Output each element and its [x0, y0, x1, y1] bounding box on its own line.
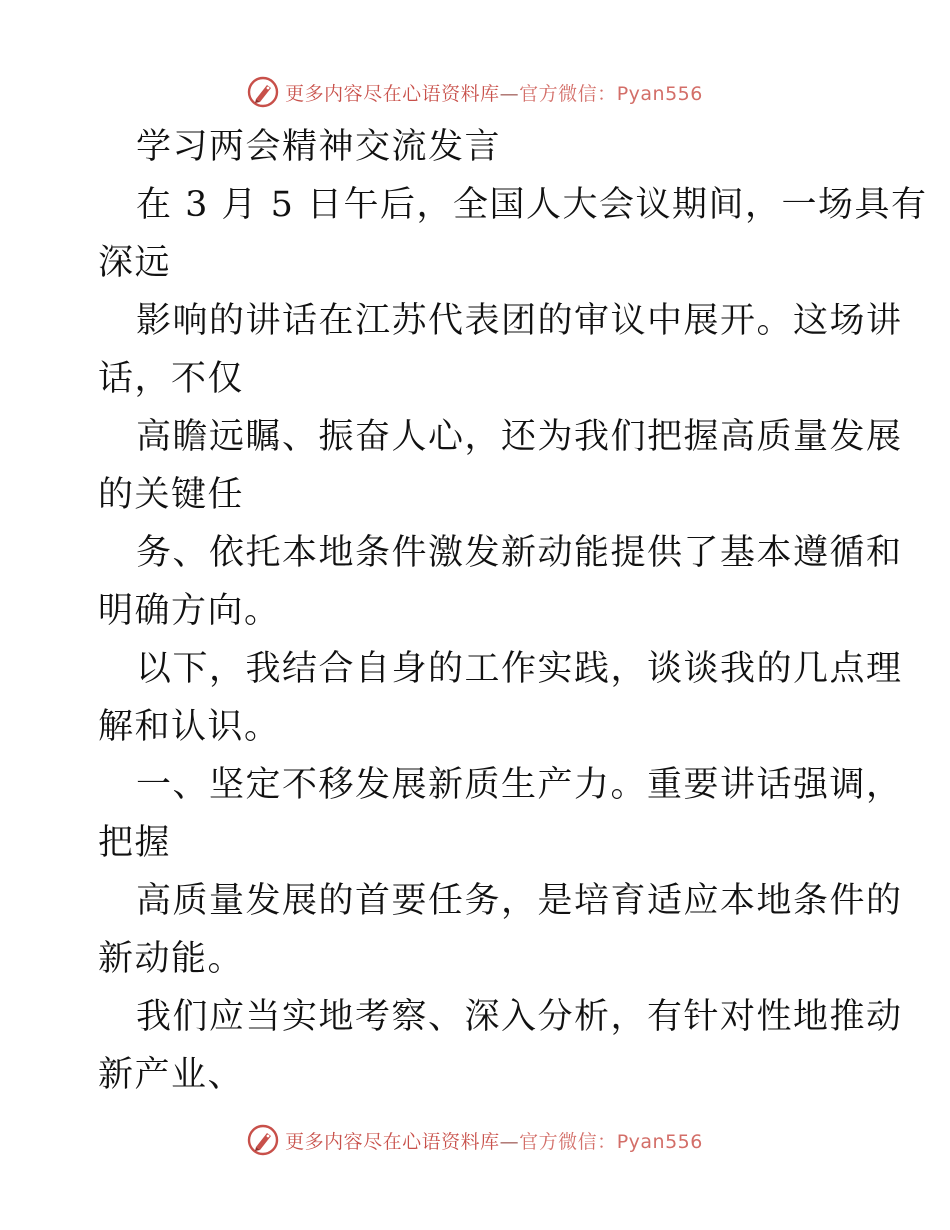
watermark-text — [285, 1127, 703, 1154]
text-line: 一、坚定不移发展新质生产力。重要讲话强调， — [136, 765, 903, 805]
text-line: 的关键任 — [98, 475, 245, 515]
watermark-text — [285, 79, 703, 106]
text-line: 高瞻远瞩、振奋人心，还为我们把握高质量发展 — [136, 417, 903, 457]
watermark-wechat-id: Pyan556 — [616, 1130, 703, 1153]
header-watermark — [0, 72, 950, 112]
text-line: 务、依托本地条件激发新动能提供了基本遵循和 — [136, 533, 903, 573]
watermark-main-text: 更多内容尽在心语资料库 — [285, 1130, 500, 1153]
pen-logo-icon — [247, 76, 279, 108]
watermark-wechat-id: Pyan556 — [616, 82, 703, 105]
watermark-separator: — — [499, 1130, 520, 1153]
text-line: 高质量发展的首要任务，是培育适应本地条件的 — [136, 881, 903, 921]
watermark-separator: — — [499, 82, 520, 105]
document-body — [98, 118, 928, 1104]
text-line: 学习两会精神交流发言 — [136, 127, 502, 167]
text-line: 新产业、 — [98, 1055, 245, 1095]
text-line: 在 3 月 5 日午后，全国人大会议期间，一场具有 — [136, 185, 928, 225]
text-line: 把握 — [98, 823, 172, 863]
watermark-main-text: 更多内容尽在心语资料库 — [285, 82, 500, 105]
text-line: 新动能。 — [98, 939, 245, 979]
text-line: 解和认识。 — [98, 707, 281, 747]
watermark-wechat-label: 官方微信： — [519, 1130, 617, 1153]
footer-watermark — [0, 1120, 950, 1160]
text-line: 我们应当实地考察、深入分析，有针对性地推动 — [136, 997, 903, 1037]
watermark-wechat-label: 官方微信： — [519, 82, 617, 105]
text-line: 话，不仅 — [98, 359, 245, 399]
text-line: 明确方向。 — [98, 591, 281, 631]
pen-logo-icon — [247, 1124, 279, 1156]
text-line: 以下，我结合自身的工作实践，谈谈我的几点理 — [136, 649, 903, 689]
text-line: 影响的讲话在江苏代表团的审议中展开。这场讲 — [136, 301, 903, 341]
text-line: 深远 — [98, 243, 172, 283]
